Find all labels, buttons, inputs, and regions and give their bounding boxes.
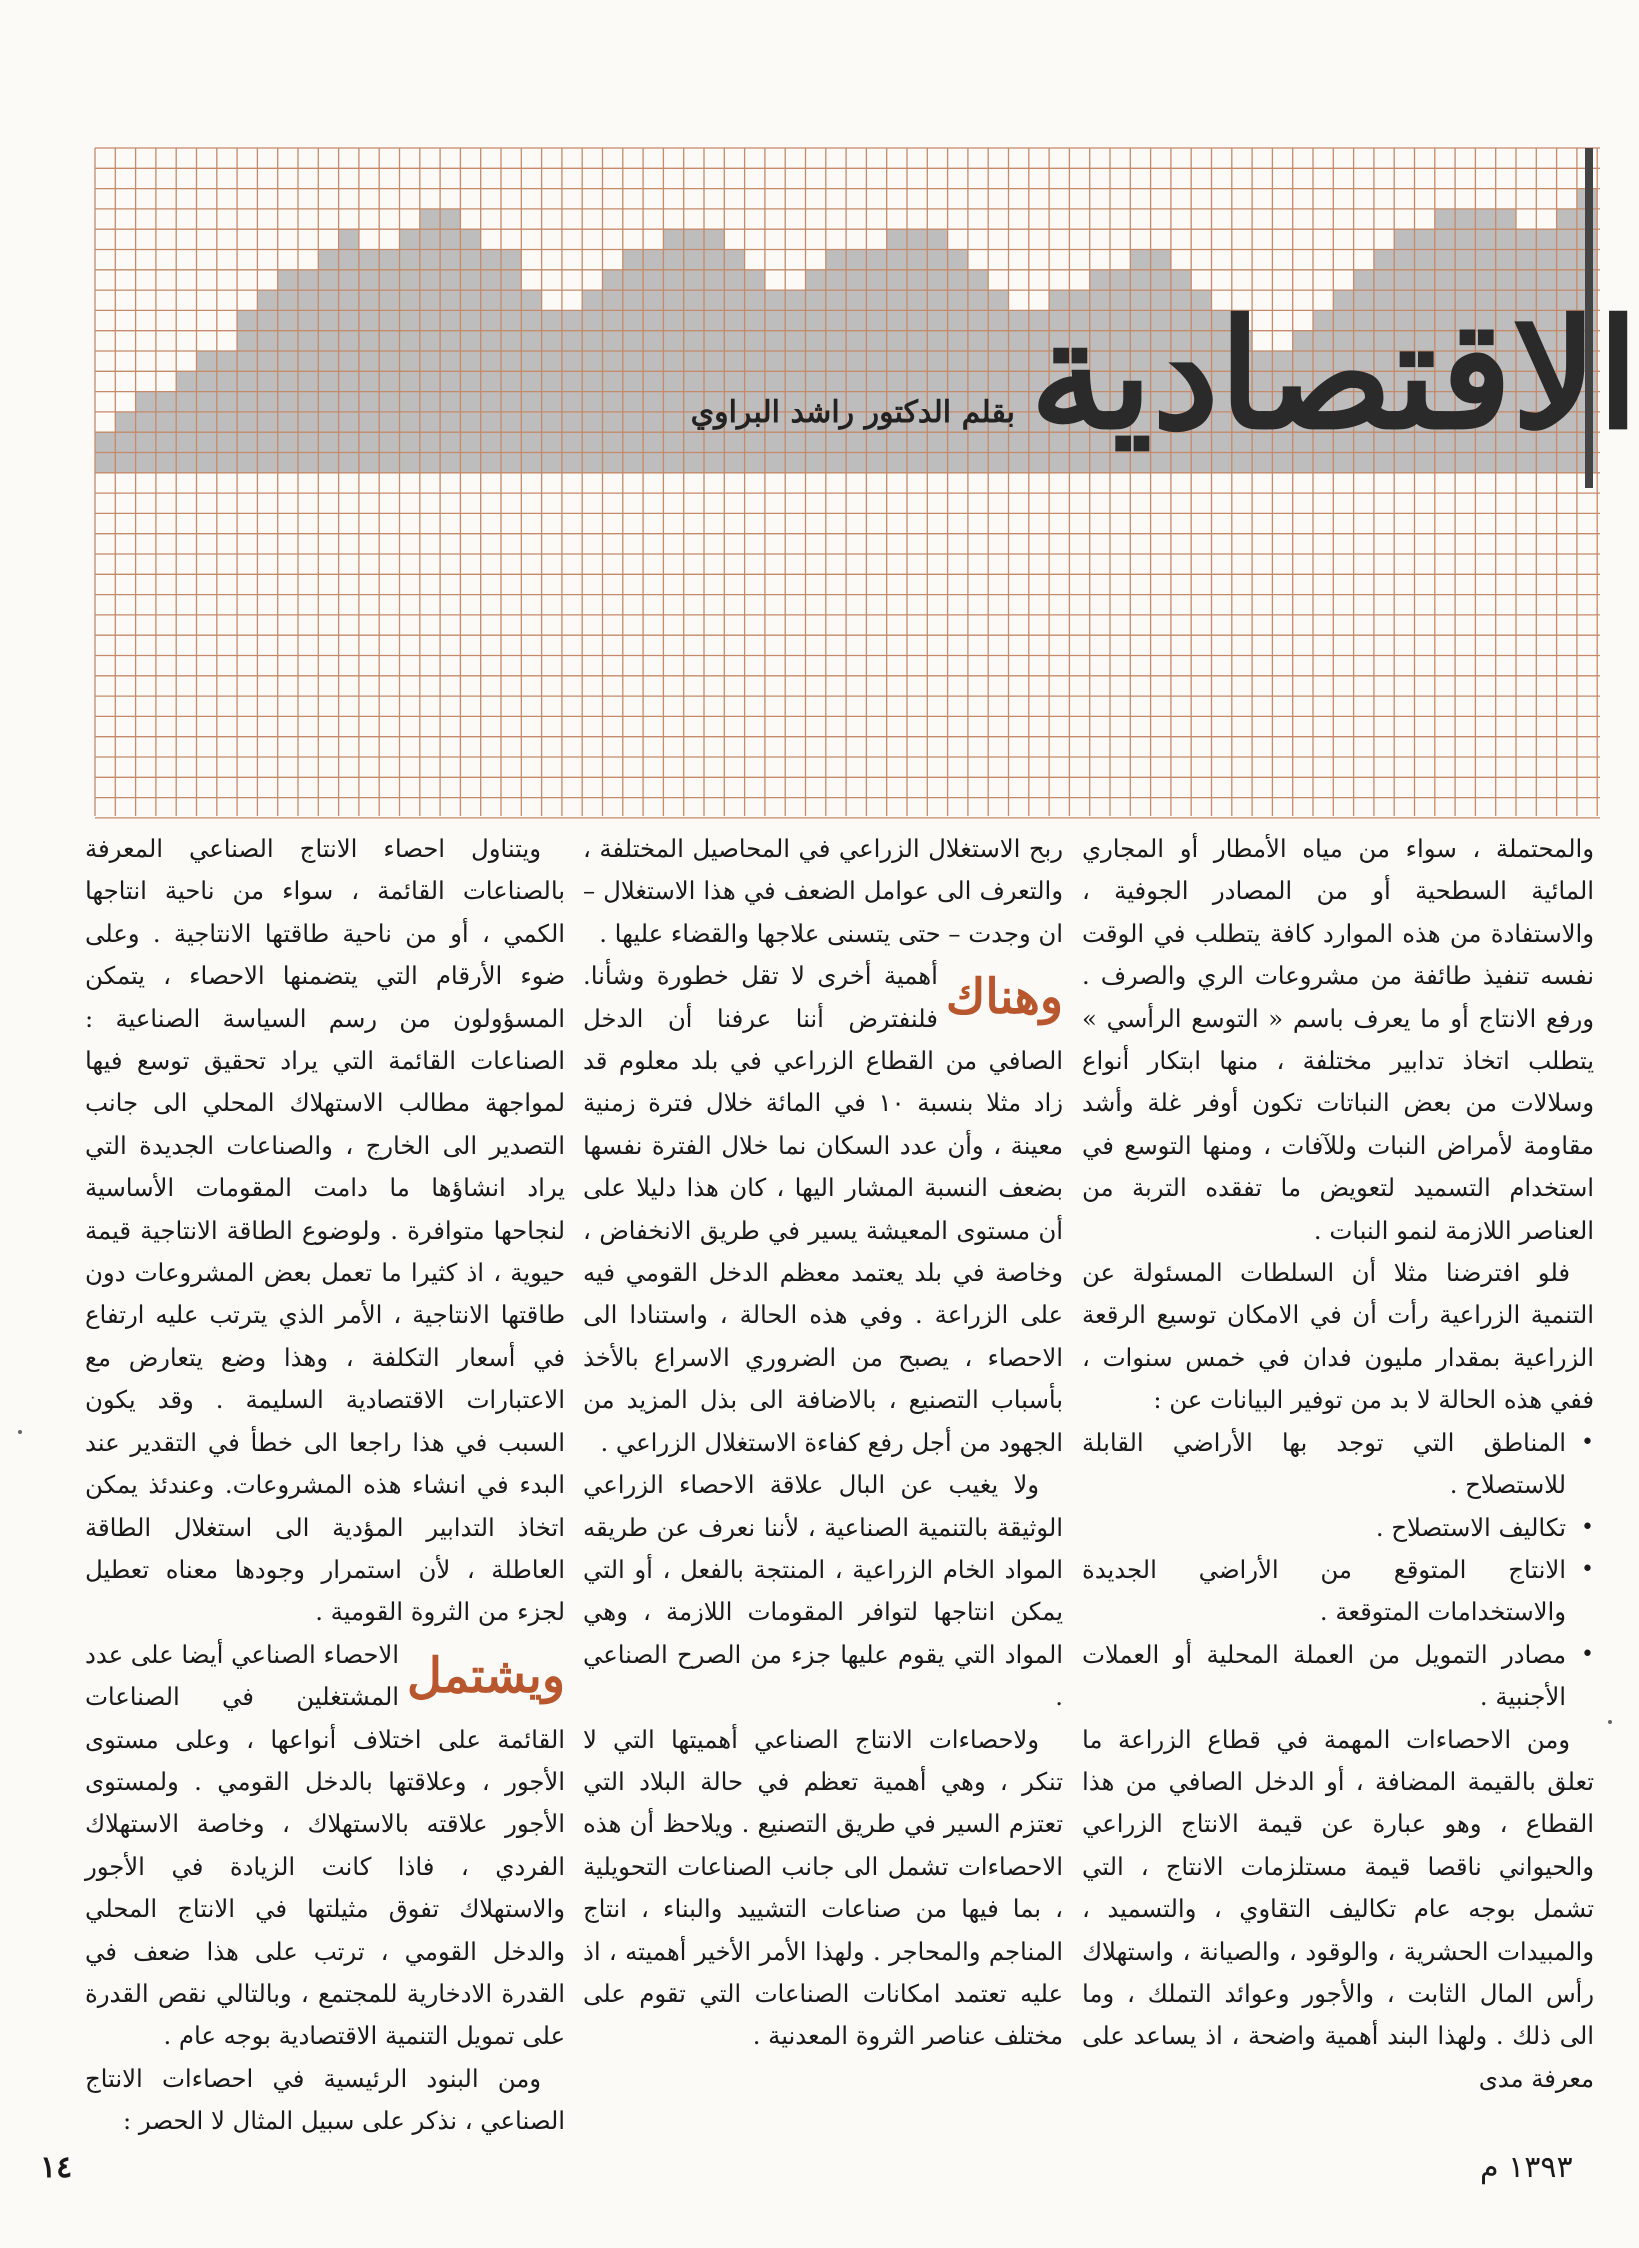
paragraph-text: أهمية أخرى لا تقل خطورة وشأنا. فلنفترض أننا عرفنا أن الدخل الصافي من القطاع الزراعي في بلد معلوم قد زاد مثلا بنسبة ١٠ في المائة خلال فترة زمنية معينة ، وأن عدد السكان نما خلال الفترة نفسها بضعف النسبة المشار اليها ، كان هذا دليلا على أن مستوى المعيشة يسير في طريق الانخفاض ، وخاصة في بلد يعتمد معظم الدخل القومي فيه على الزراعة . وفي هذه الحالة ، واستنادا الى الاحصاء ، يصبح من الضروري الاسراع بالأخذ بأسباب التصنيع ، بالاضافة الى بذل المزيد من الجهود من أجل رفع كفاءة الاستغلال الزراعي . <box>583 961 1063 1457</box>
header-bar <box>866 250 886 473</box>
header-bar <box>440 209 460 473</box>
header-bar <box>176 371 196 473</box>
header-bar <box>724 250 744 473</box>
header-bar <box>359 250 379 473</box>
header-bar <box>318 250 338 473</box>
page-number: ١٤ <box>40 2150 73 2185</box>
paragraph: ربح الاستغلال الزراعي في المحاصيل المختلفة ، والتعرف الى عوامل الضعف في هذا الاستغلال – ان وجدت – حتى يتسنى علاجها والقضاء عليها . <box>583 834 1063 948</box>
scan-speck <box>1608 1720 1612 1724</box>
list-item: • مصادر التمويل من العملة المحلية أو العملات الأجنبية . <box>1082 1634 1594 1719</box>
paragraph: ولا يغيب عن البال علاقة الاحصاء الزراعي الوثيقة بالتنمية الصناعية ، لأننا نعرف عن طريقه المواد الخام الزراعية ، المنتجة بالفعل ، أو التي يمكن انتاجها لتوافر المقومات اللازمة ، وهي المواد التي يقوم عليها جزء من الصرح الصناعي . <box>583 1470 1063 1712</box>
issue-date: ١٣٩٣ م <box>1480 2150 1573 2185</box>
header-bar <box>257 290 277 473</box>
paragraph: ومن البنود الرئيسية في احصاءات الانتاج الصناعي ، نذكر على سبيل المثال لا الحصر : <box>85 2063 565 2136</box>
header-bar <box>948 250 968 473</box>
list-item: • المناطق التي توجد بها الأراضي القابلة للاستصلاح . <box>1082 1422 1594 1507</box>
decorative-lead-word: ويشتمل <box>407 1647 565 1704</box>
author-byline: بقلم الدكتور راشد البراوي <box>690 395 1015 430</box>
paragraph <box>583 955 1063 1464</box>
header-bar <box>521 290 541 473</box>
column-middle <box>583 828 1063 2100</box>
header-bar <box>826 250 846 473</box>
paragraph <box>85 1634 565 2058</box>
header-bar <box>623 250 643 473</box>
header-bar <box>501 250 521 473</box>
paragraph: والمحتملة ، سواء من مياه الأمطار أو المجاري المائية السطحية أو من المصادر الجوفية ، والاستفادة من هذه الموارد كافة يتطلب في الوقت نفسه تنفيذ طائفة من مشروعات الري والصرف . ورفع الانتاج أو ما يعرف باسم « التوسع الرأسي » يتطلب اتخاذ تدابير مختلفة ، منها ابتكار أنواع وسلالات من بعض النباتات تكون أوفر غلة وأشد مقاومة لأمراض النبات وللآفات ، ومنها التوسع في استخدام التسميد لتعويض ما تفقده التربة من العناصر اللازمة لنمو النبات . <box>1082 834 1594 1245</box>
scan-speck <box>18 1430 22 1434</box>
paragraph: فلو افترضنا مثلا أن السلطات المسئولة عن التنمية الزراعية رأت أن في الامكان توسيع الرقعة الزراعية بمقدار مليون فدان في خمس سنوات ، ففي هذه الحالة لا بد من توفير البيانات عن : <box>1082 1258 1594 1415</box>
decorative-lead-word: وهناك <box>945 969 1063 1026</box>
header-bar <box>481 250 501 473</box>
header-grid-graphic <box>95 148 1639 816</box>
header-bar <box>988 290 1008 473</box>
header-bar <box>785 290 805 473</box>
paragraph: ويتناول احصاء الانتاج الصناعي المعرفة بالصناعات القائمة ، سواء من ناحية انتاجها الكمي ، أو من ناحية طاقتها الانتاجية . وعلى ضوء الأرقام التي يتضمنها الاحصاء ، يتمكن المسؤولون من رسم السياسة الصناعية : الصناعات القائمة التي يراد تحقيق توسع فيها لمواجهة مطالب الاستهلاك المحلي الى جانب التصدير الى الخارج ، والصناعات الجديدة التي يراد انشاؤها ما دامت المقومات الأساسية لنجاحها متوافرة . ولوضوع الطاقة الانتاجية قيمة حيوية ، اذ كثيرا ما تعمل بعض المشروعات دون طاقتها الانتاجية ، الأمر الذي يترتب عليه ارتفاع في أسعار التكلفة ، وهذا وضع يتعارض مع الاعتبارات الاقتصادية السليمة . وقد يكون السبب في هذا راجعا الى خطأ في التقدير عند البدء في انشاء هذه المشروعات. وعندئذ يمكن اتخاذ التدابير المؤدية الى استغلال الطاقة العاطلة ، لأن استمرار وجودها معناه تعطيل لجزء من الثروة القومية . <box>85 834 565 1627</box>
header-grid-lines <box>95 148 1639 818</box>
paragraph-text: الاحصاء الصناعي أيضا على عدد المشتغلين في الصناعات القائمة على اختلاف أنواعها ، وعلى مستوى الأجور ، وعلاقتها بالدخل القومي . ولمستوى الأجور علاقته بالاستهلاك ، وخاصة الاستهلاك الفردي ، فاذا كانت الزيادة في الأجور والاستهلاك تفوق مثيلتها في الانتاج المحلي والدخل القومي ، ترتب على هذا ضعف في القدرة الادخارية للمجتمع ، وبالتالي نقص القدرة على تمويل التنمية الاقتصادية بوجه عام . <box>85 1639 565 2051</box>
list-item: • تكاليف الاستصلاح . <box>1082 1507 1594 1549</box>
header-bar <box>643 250 663 473</box>
column-left <box>85 828 565 2136</box>
paragraph: ولاحصاءات الانتاج الصناعي أهميتها التي لا تنكر ، وهي أهمية تعظم في حالة البلاد التي تعتزم السير في طريق التصنيع . ويلاحظ أن هذه الاحصاءات تشمل الى جانب الصناعات التحويلية ، بما فيها من صناعات التشييد والبناء ، انتاج المناجم والمحاجر . ولهذا الأمر الأخير أهميته ، اذ عليه تعتمد امكانات الصناعات التي تقوم على مختلف عناصر الثروة المعدنية . <box>583 1724 1063 2051</box>
header-bar <box>846 250 866 473</box>
header-bar <box>420 209 440 473</box>
header-bar <box>379 250 399 473</box>
header-bar <box>115 412 135 473</box>
column-right <box>1082 828 1594 2100</box>
header-bar <box>765 290 785 473</box>
header-bar <box>582 290 602 473</box>
page-title: الاقتصادية <box>1030 287 1639 463</box>
paragraph: ومن الاحصاءات المهمة في قطاع الزراعة ما تعلق بالقيمة المضافة ، أو الدخل الصافي من هذا القطاع ، وهو عبارة عن قيمة الانتاج الزراعي والحيواني ناقصا قيمة مستلزمات الانتاج ، التي تشمل بوجه عام تكاليف التقاوي ، والتسميد ، والمبيدات الحشرية ، والوقود ، والصيانة ، واستهلاك رأس المال الثابت ، والأجور وعوائد التملك ، وما الى ذلك . ولهذا البند أهمية واضحة ، اذ يساعد على معرفة مدى <box>1082 1724 1594 2093</box>
list-item: • الانتاج المتوقع من الأراضي الجديدة والاستخدامات المتوقعة . <box>1082 1549 1594 1634</box>
